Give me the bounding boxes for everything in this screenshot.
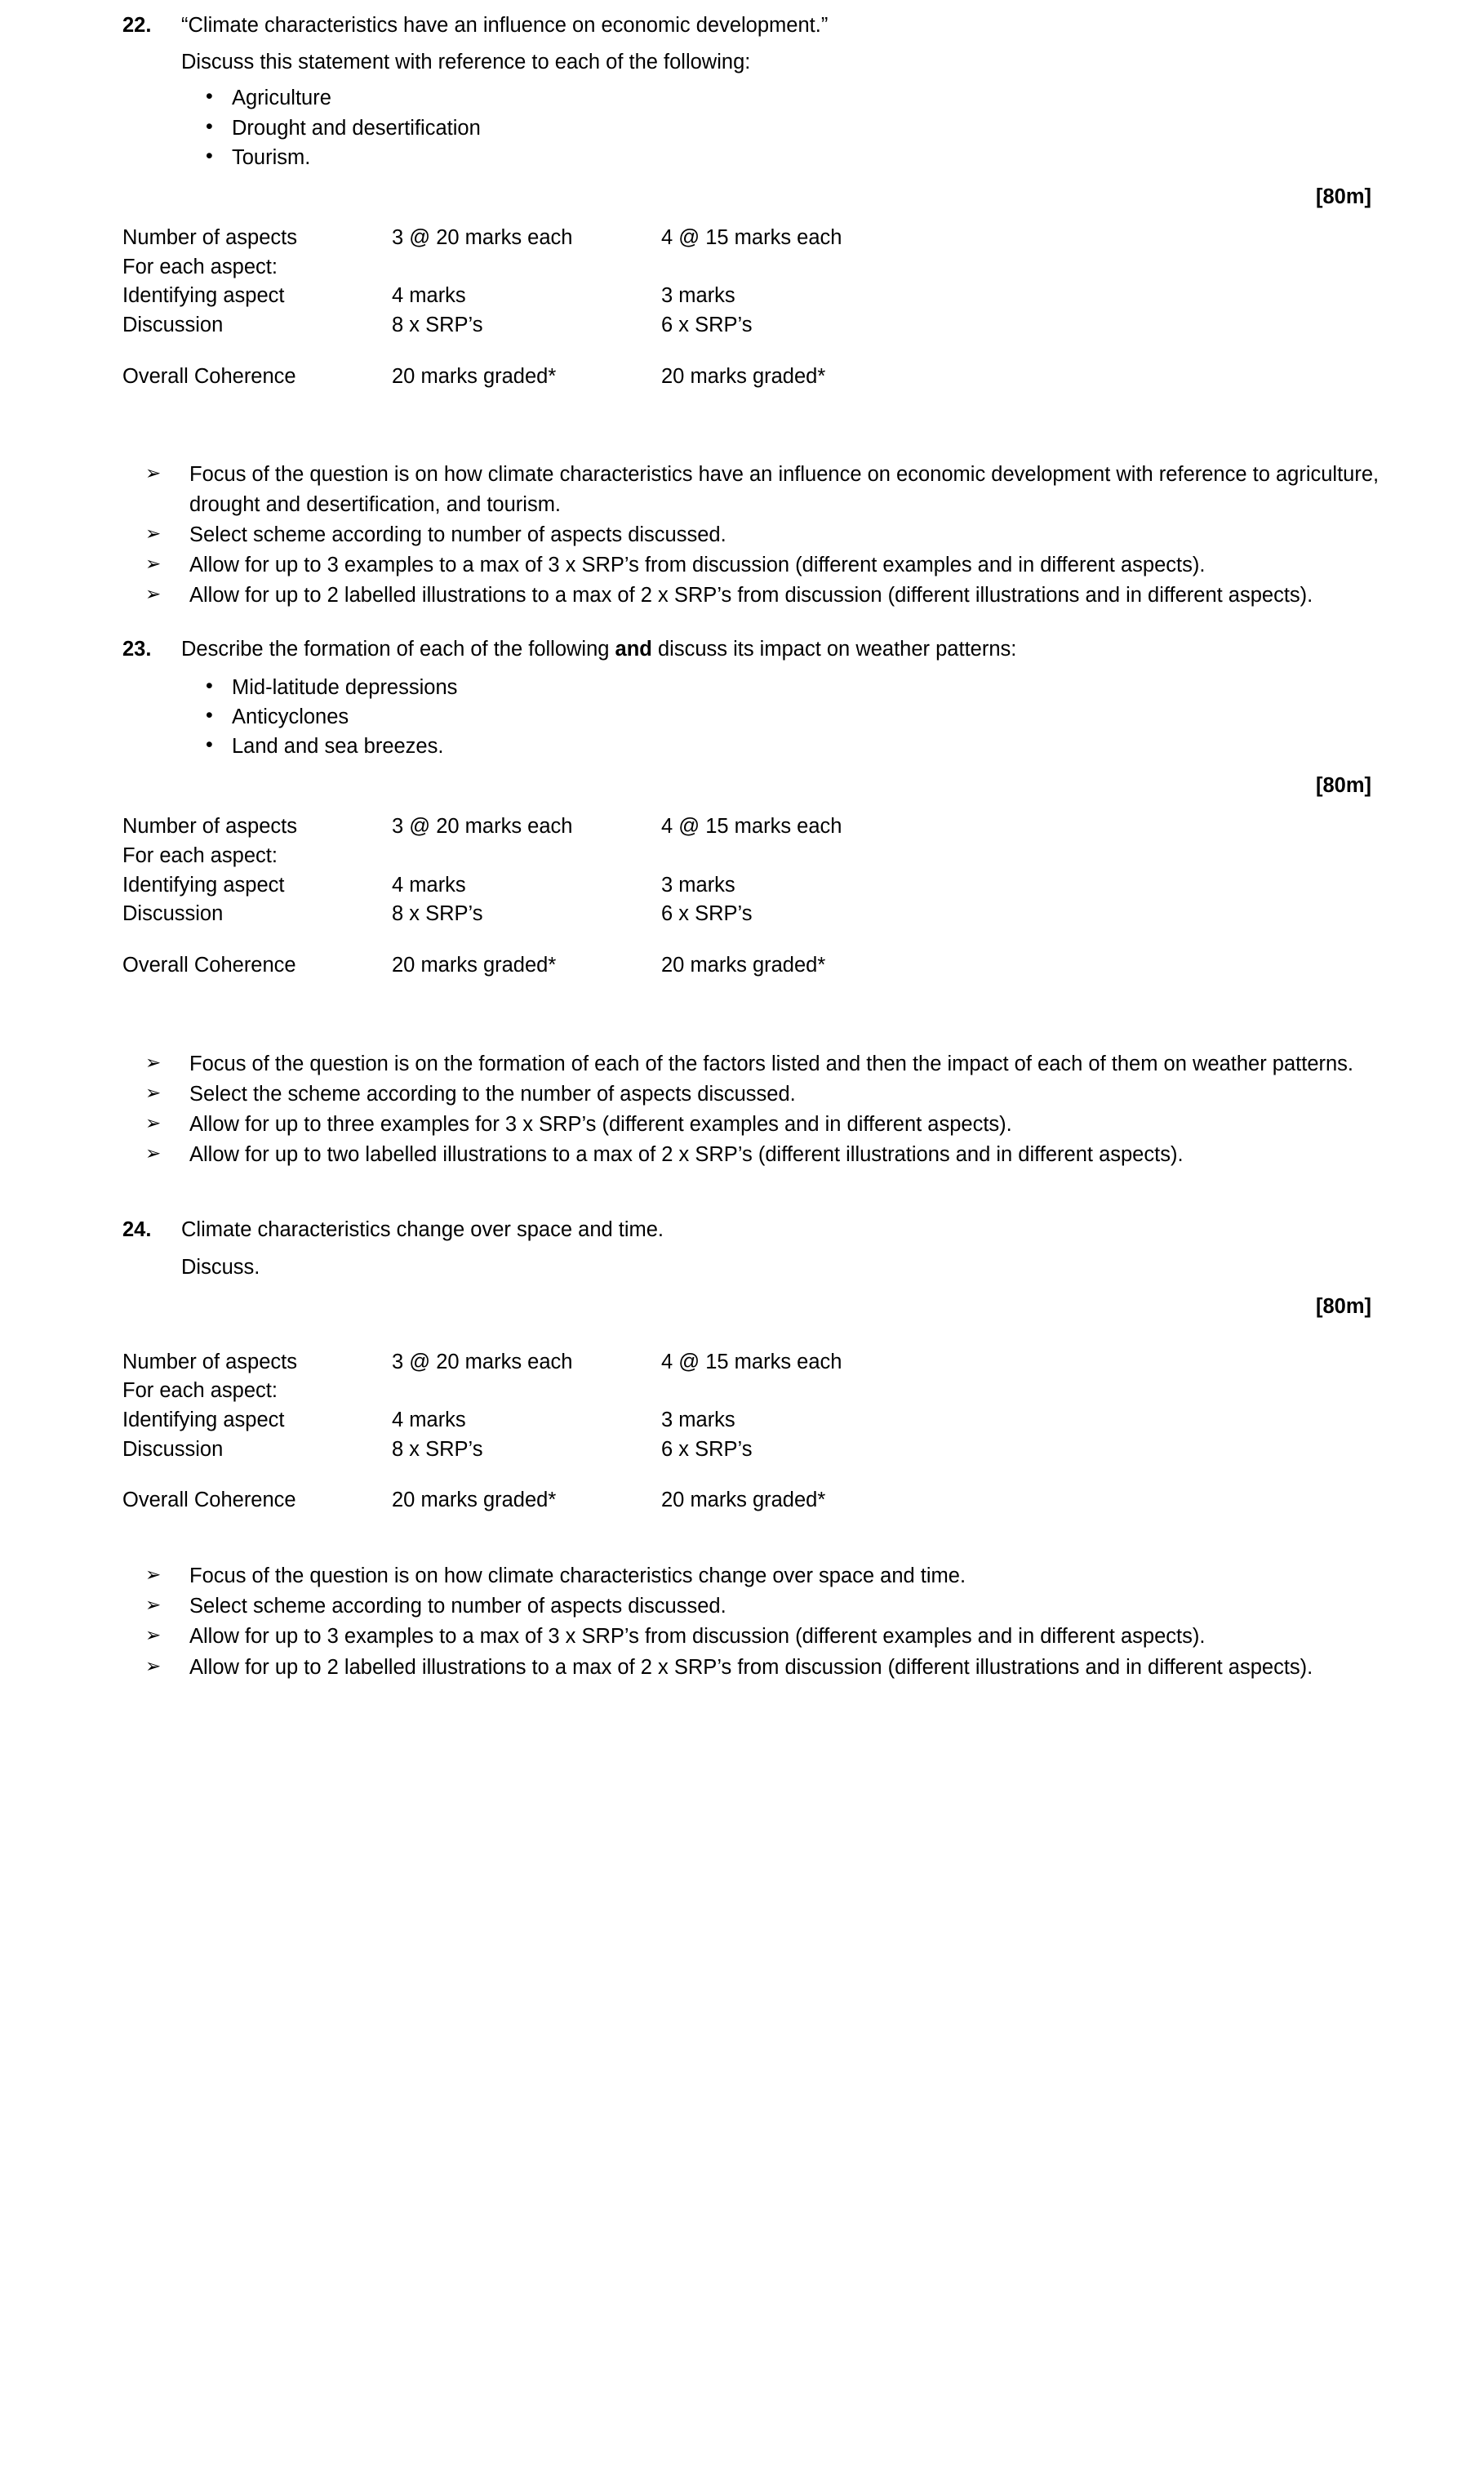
marking-scheme-table: [122, 224, 1394, 391]
scheme-option-a: 8 x SRP’s: [392, 1437, 483, 1461]
scheme-label: Identifying aspect: [122, 1409, 285, 1432]
question-prompt: “Climate characteristics have an influence on economic development.”: [181, 14, 829, 37]
list-item: ➢ Allow for up to 2 labelled illustrations to a max of 2 x SRP’s from discussion (different illustrations and in different aspects).: [122, 1653, 1394, 1682]
question-prompt: [181, 635, 1394, 664]
scheme-option-a: 3 @ 20 marks each: [392, 815, 573, 839]
table-row: [122, 253, 1394, 283]
table-row: [122, 951, 1394, 981]
scheme-option-b: [661, 1377, 1394, 1406]
question-subprompt: Discuss this statement with reference to each of the following:: [181, 51, 751, 74]
list-item: ➢ Select scheme according to number of aspects discussed.: [122, 1591, 1394, 1621]
list-item: • Anticyclones: [181, 702, 1394, 732]
scheme-label: Overall Coherence: [122, 1489, 296, 1512]
scheme-option-a: 4 marks: [392, 1409, 466, 1432]
question-block-22: [122, 11, 1394, 610]
scheme-option-b: 20 marks graded*: [661, 1489, 826, 1512]
scheme-option-a: 4 marks: [392, 284, 466, 308]
examiner-notes-list: [122, 1049, 1394, 1170]
list-item: ➢ Allow for up to 2 labelled illustrations to a max of 2 x SRP’s from discussion (different illustrations and in different aspects).: [122, 581, 1394, 610]
marks-badge: [80m]: [1315, 1294, 1371, 1318]
list-item: ➢ Allow for up to three examples for 3 x SRP’s (different examples and in different aspects).: [122, 1110, 1394, 1139]
scheme-option-a: [392, 253, 661, 283]
table-row: [122, 282, 1394, 311]
list-item: ➢ Select the scheme according to the number of aspects discussed.: [122, 1079, 1394, 1109]
scheme-option-b: 4 @ 15 marks each: [661, 225, 842, 249]
table-row: [122, 363, 1394, 392]
list-item: • Drought and desertification: [181, 113, 1394, 143]
table-spacer-row: [122, 1464, 1394, 1486]
marks-badge: [80m]: [1315, 185, 1371, 208]
table-row: [122, 1435, 1394, 1465]
question-number: 23.: [122, 638, 152, 661]
scheme-label: Discussion: [122, 1437, 224, 1461]
scheme-option-a: 4 marks: [392, 873, 466, 897]
spacer: [122, 391, 1394, 460]
scheme-option-a: [392, 842, 661, 871]
question-heading: [122, 1216, 1394, 1244]
scheme-option-a: 8 x SRP’s: [392, 314, 483, 336]
scheme-option-b: 3 marks: [661, 284, 735, 308]
list-item: ➢ Allow for up to two labelled illustrations to a max of 2 x SRP’s (different illustrations and in different aspects).: [122, 1140, 1394, 1169]
table-row: [122, 1348, 1394, 1377]
table-row: [122, 311, 1394, 340]
scheme-label: Number of aspects: [122, 225, 298, 249]
scheme-option-a: 3 @ 20 marks each: [392, 225, 573, 249]
scheme-option-b: 6 x SRP’s: [661, 314, 753, 336]
scheme-label: For each aspect:: [122, 255, 278, 278]
question-heading: [122, 635, 1394, 664]
scheme-option-a: [392, 1377, 661, 1406]
scheme-option-b: 3 marks: [661, 1409, 735, 1432]
list-item: ➢ Select scheme according to number of aspects discussed.: [122, 520, 1394, 550]
question-prompt-emphasis: and: [615, 638, 652, 661]
question-block-23: [122, 635, 1394, 1169]
scheme-option-b: 6 x SRP’s: [661, 1437, 753, 1461]
scheme-option-b: 6 x SRP’s: [661, 902, 753, 926]
question-bullet-list: [122, 673, 1394, 762]
spacer: [122, 1515, 1394, 1561]
table-row: [122, 900, 1394, 929]
scheme-option-a: 8 x SRP’s: [392, 902, 483, 926]
list-item: • Land and sea breezes.: [181, 732, 1394, 761]
spacer: [122, 611, 1394, 635]
scheme-option-a: 20 marks graded*: [392, 953, 557, 977]
marks-badge: [80m]: [1315, 774, 1371, 798]
scheme-label: Overall Coherence: [122, 364, 296, 388]
list-item: ➢ Focus of the question is on how climate characteristics have an influence on economic development with reference to agriculture, drought and desertification, and tourism.: [122, 460, 1394, 518]
spacer: [122, 1170, 1394, 1216]
table-row: [122, 871, 1394, 901]
marking-scheme-table: [122, 1348, 1394, 1515]
scheme-label: Number of aspects: [122, 1350, 298, 1373]
list-item: ➢ Focus of the question is on the formation of each of the factors listed and then the impact of each of them on weather patterns.: [122, 1049, 1394, 1079]
list-item: ➢ Focus of the question is on how climate characteristics change over space and time.: [122, 1561, 1394, 1591]
scheme-option-a: 20 marks graded*: [392, 1489, 557, 1512]
table-row: [122, 1406, 1394, 1435]
table-row: [122, 224, 1394, 253]
table-row: [122, 842, 1394, 871]
scheme-label: Identifying aspect: [122, 873, 285, 897]
question-number: 22.: [122, 14, 152, 37]
marking-scheme-table: [122, 812, 1394, 980]
question-block-24: [122, 1216, 1394, 1682]
scheme-option-b: 3 marks: [661, 873, 735, 897]
scheme-label: For each aspect:: [122, 843, 278, 867]
list-item: ➢ Allow for up to 3 examples to a max of 3 x SRP’s from discussion (different examples and in different aspects).: [122, 1622, 1394, 1651]
scheme-option-a: 3 @ 20 marks each: [392, 1350, 573, 1373]
scheme-option-b: 4 @ 15 marks each: [661, 815, 842, 839]
table-spacer-row: [122, 340, 1394, 363]
table-spacer-row: [122, 929, 1394, 951]
list-item: ➢ Allow for up to 3 examples to a max of 3 x SRP’s from discussion (different examples and in different aspects).: [122, 550, 1394, 580]
scheme-label: Discussion: [122, 902, 224, 926]
scheme-option-b: 20 marks graded*: [661, 953, 826, 977]
list-item: • Tourism.: [181, 143, 1394, 172]
question-prompt: Climate characteristics change over space and time.: [181, 1218, 664, 1242]
question-number: 24.: [122, 1218, 152, 1242]
examiner-notes-list: [122, 1561, 1394, 1682]
scheme-option-b: [661, 253, 1394, 283]
spacer: [122, 1333, 1394, 1348]
scheme-option-b: 20 marks graded*: [661, 364, 826, 388]
table-row: [122, 1486, 1394, 1515]
scheme-option-b: [661, 842, 1394, 871]
list-item: • Mid-latitude depressions: [181, 673, 1394, 702]
scheme-option-b: 4 @ 15 marks each: [661, 1350, 842, 1373]
question-prompt-pre: Describe the formation of each of the following: [181, 638, 615, 661]
question-bullet-list: [122, 83, 1394, 172]
scheme-label: Overall Coherence: [122, 953, 296, 977]
scheme-label: Discussion: [122, 314, 224, 336]
scheme-label: Number of aspects: [122, 815, 298, 839]
table-row: [122, 1377, 1394, 1406]
scheme-label: Identifying aspect: [122, 284, 285, 308]
question-prompt-post: discuss its impact on weather patterns:: [651, 638, 1017, 661]
question-heading: [122, 11, 1394, 40]
scheme-option-a: 20 marks graded*: [392, 364, 557, 388]
question-subprompt: Discuss.: [181, 1255, 260, 1279]
scheme-label: For each aspect:: [122, 1379, 278, 1403]
spacer: [122, 981, 1394, 1049]
examiner-notes-list: [122, 460, 1394, 610]
table-row: [122, 812, 1394, 842]
list-item: • Agriculture: [181, 83, 1394, 113]
